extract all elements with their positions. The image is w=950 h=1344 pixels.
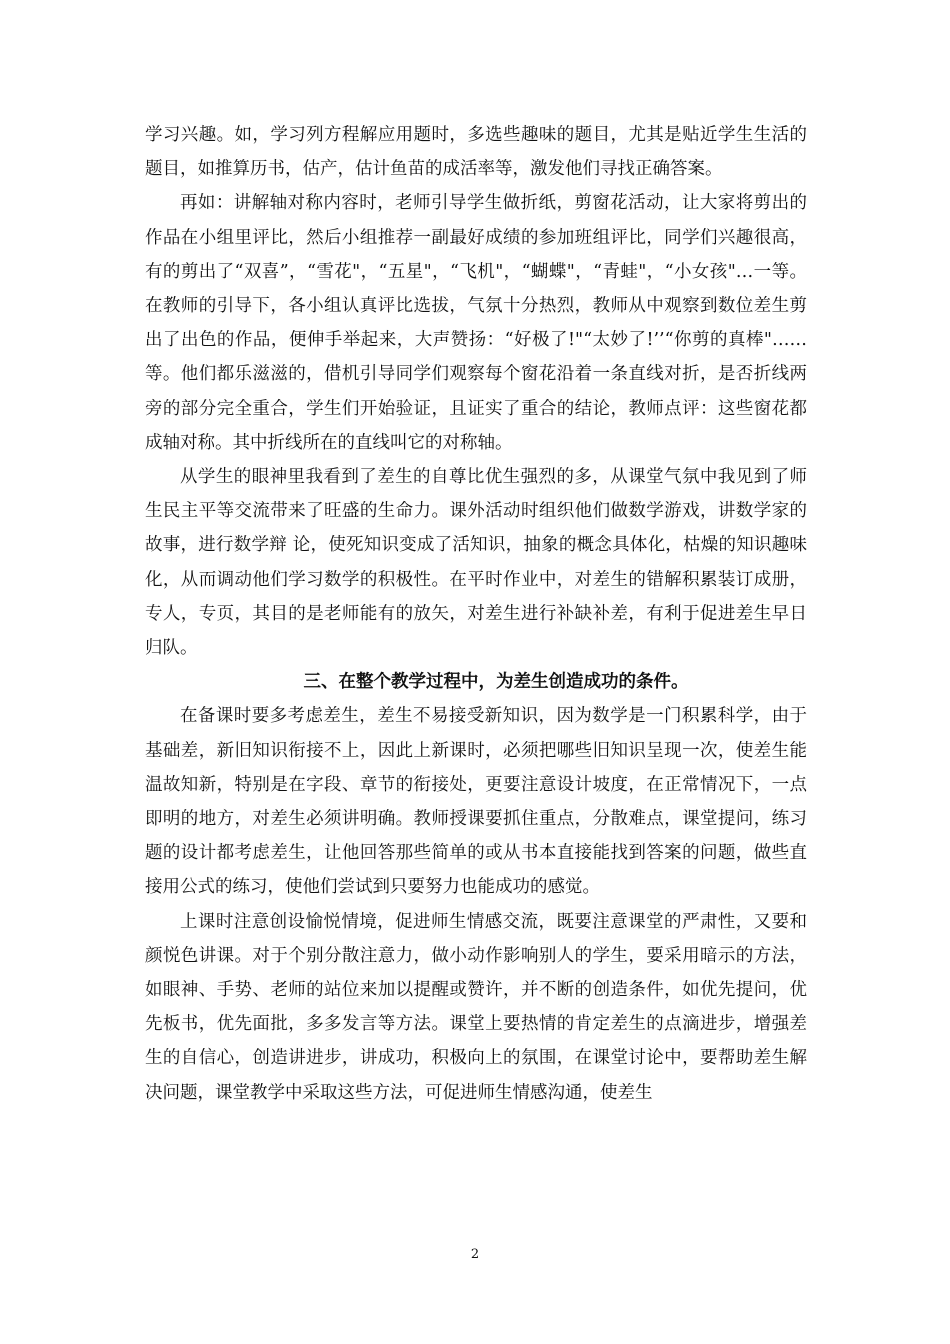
paragraph-student-eyes: 从学生的眼神里我看到了差生的自尊比优生强烈的多，从课堂气氛中我见到了师生民主平等交流带来了旺盛的生命力。课外活动时组织他们做数学游戏，讲数学家的故事，进行数学辩 论，使死知识变成了活知识，抽象的概念具体化，枯燥的知识趣味化，从而调动他们学习数学的积极性。在平时作业中，对差生的错解积累装订成册，专人，专页，其目的是老师能有的放矢，对差生进行补缺补差，有利于促进差生早日归队。 xyxy=(145,467,807,659)
paragraph-continuation: 学习兴趣。如，学习列方程解应用题时，多选些趣味的题目，尤其是贴近学生生活的题目，如推算历书，估产，估计鱼苗的成活率等，激发他们寻找正确答案。 xyxy=(145,125,807,180)
paragraph-lesson-prep: 在备课时要多考虑差生，差生不易接受新知识，因为数学是一门积累科学，由于基础差，新旧知识衔接不上，因此上新课时，必须把哪些旧知识呈现一次，使差生能温故知新，特别是在字段、章节的衔接处，更要注意设计坡度，在正常情况下，一点即明的地方，对差生必须讲明确。教师授课要抓住重点，分散难点，课堂提问，练习题的设计都考虑差生，让他回答那些简单的或从书本直接能找到答案的问题，做些直接用公式的练习，使他们尝试到只要努力也能成功的感觉。 xyxy=(145,706,807,898)
document-body xyxy=(145,118,807,1110)
section-heading: 三、在整个教学过程中，为差生创造成功的条件。 xyxy=(303,672,689,693)
paragraph-paper-cutting: 再如：讲解轴对称内容时，老师引导学生做折纸，剪窗花活动，让大家将剪出的作品在小组里评比，然后小组推荐一副最好成绩的参加班组评比，同学们兴趣很高，有的剪出了“双喜”，“雪花"，“五星"，“飞机"，“蝴蝶"，“青蛙"，“小女孩"…一等。在教师的引导下，各小组认真评比选拔，气氛十分热烈，教师从中观察到数位差生剪出了出色的作品，便伸手举起来，大声赞扬：“好极了!"“太妙了!’’“你剪的真棒"……等。他们都乐滋滋的，借机引导同学们观察每个窗花沿着一条直线对折，是否折线两旁的部分完全重合，学生们开始验证，且证实了重合的结论，教师点评：这些窗花都成轴对称。其中折线所在的直线叫它的对称轴。 xyxy=(145,193,807,453)
page-number: 2 xyxy=(470,1247,480,1262)
paragraph-classroom: 上课时注意创设愉悦情境，促进师生情感交流，既要注意课堂的严肃性，又要和颜悦色讲课。对于个别分散注意力，做小动作影响别人的学生，要采用暗示的方法，如眼神、手势、老师的站位来加以提醒或赞许，并不断的创造条件，如优先提问，优先板书，优先面批，多多发言等方法。课堂上要热情的肯定差生的点滴进步，增强差生的自信心，创造讲进步，讲成功，积极向上的氛围，在课堂讨论中，要帮助差生解决问题，课堂教学中采取这些方法，可促进师生情感沟通，使差生 xyxy=(145,911,807,1103)
